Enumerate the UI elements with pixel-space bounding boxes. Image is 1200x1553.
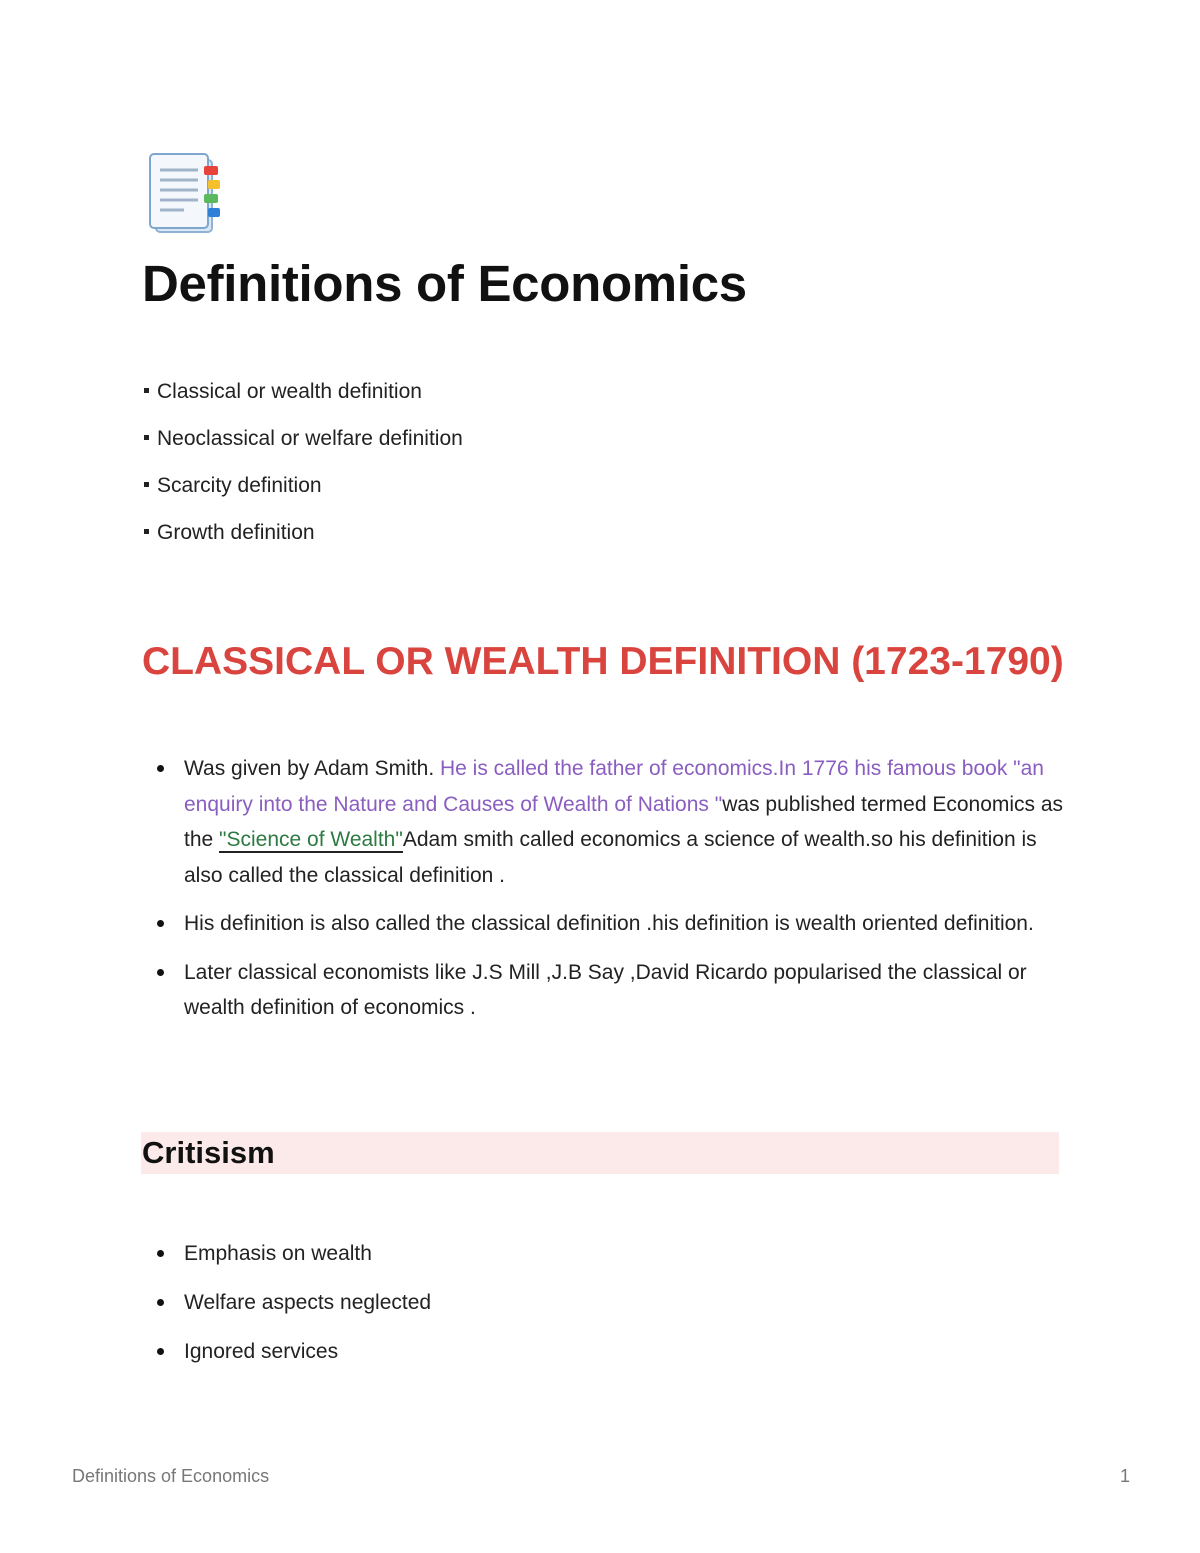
square-bullet-icon xyxy=(144,529,149,534)
toc-item: Scarcity definition xyxy=(142,462,463,509)
footer-title: Definitions of Economics xyxy=(72,1466,270,1486)
list-item: Was given by Adam Smith. He is called the father of economics.In 1776 his famous book "an enquiry into the Nature and Causes of Wealth of Nations "was published termed Economics as the "Science of Wealth"Adam smith called economics a science of wealth.so his definition is also called the classical definition . xyxy=(142,751,1077,893)
square-bullet-icon xyxy=(144,435,149,440)
toc-item: Growth definition xyxy=(142,509,463,556)
classical-heading: CLASSICAL OR WEALTH DEFINITION (1723-1790) xyxy=(142,640,1064,683)
notebook-with-tabs-icon xyxy=(148,152,224,236)
square-bullet-icon xyxy=(144,388,149,393)
list-item: Welfare aspects neglected xyxy=(142,1285,431,1334)
toc-list xyxy=(142,368,463,556)
highlighted-text: He is called the father of economics.In 1776 his famous book "an enquiry into the Nature and Causes of Wealth of Nations " xyxy=(184,757,1044,816)
list-item: Later classical economists like J.S Mill ,J.B Say ,David Ricardo popularised the classical or wealth definition of economics . xyxy=(142,955,1077,1026)
page-number: 1 xyxy=(1120,1466,1131,1486)
list-item: His definition is also called the classical definition .his definition is wealth oriented definition. xyxy=(142,906,1077,942)
classical-bullets xyxy=(142,751,1077,1039)
toc-item: Neoclassical or welfare definition xyxy=(142,415,463,462)
tracked-change-text: "Science of Wealth" xyxy=(219,828,403,851)
toc-item: Classical or wealth definition xyxy=(142,368,463,415)
list-item: Emphasis on wealth xyxy=(142,1236,431,1285)
square-bullet-icon xyxy=(144,482,149,487)
page-title: Definitions of Economics xyxy=(142,255,747,312)
list-item: Ignored services xyxy=(142,1334,431,1383)
criticism-callout xyxy=(141,1132,1059,1174)
criticism-heading: Critisism xyxy=(142,1135,275,1170)
criticism-list xyxy=(142,1236,431,1383)
